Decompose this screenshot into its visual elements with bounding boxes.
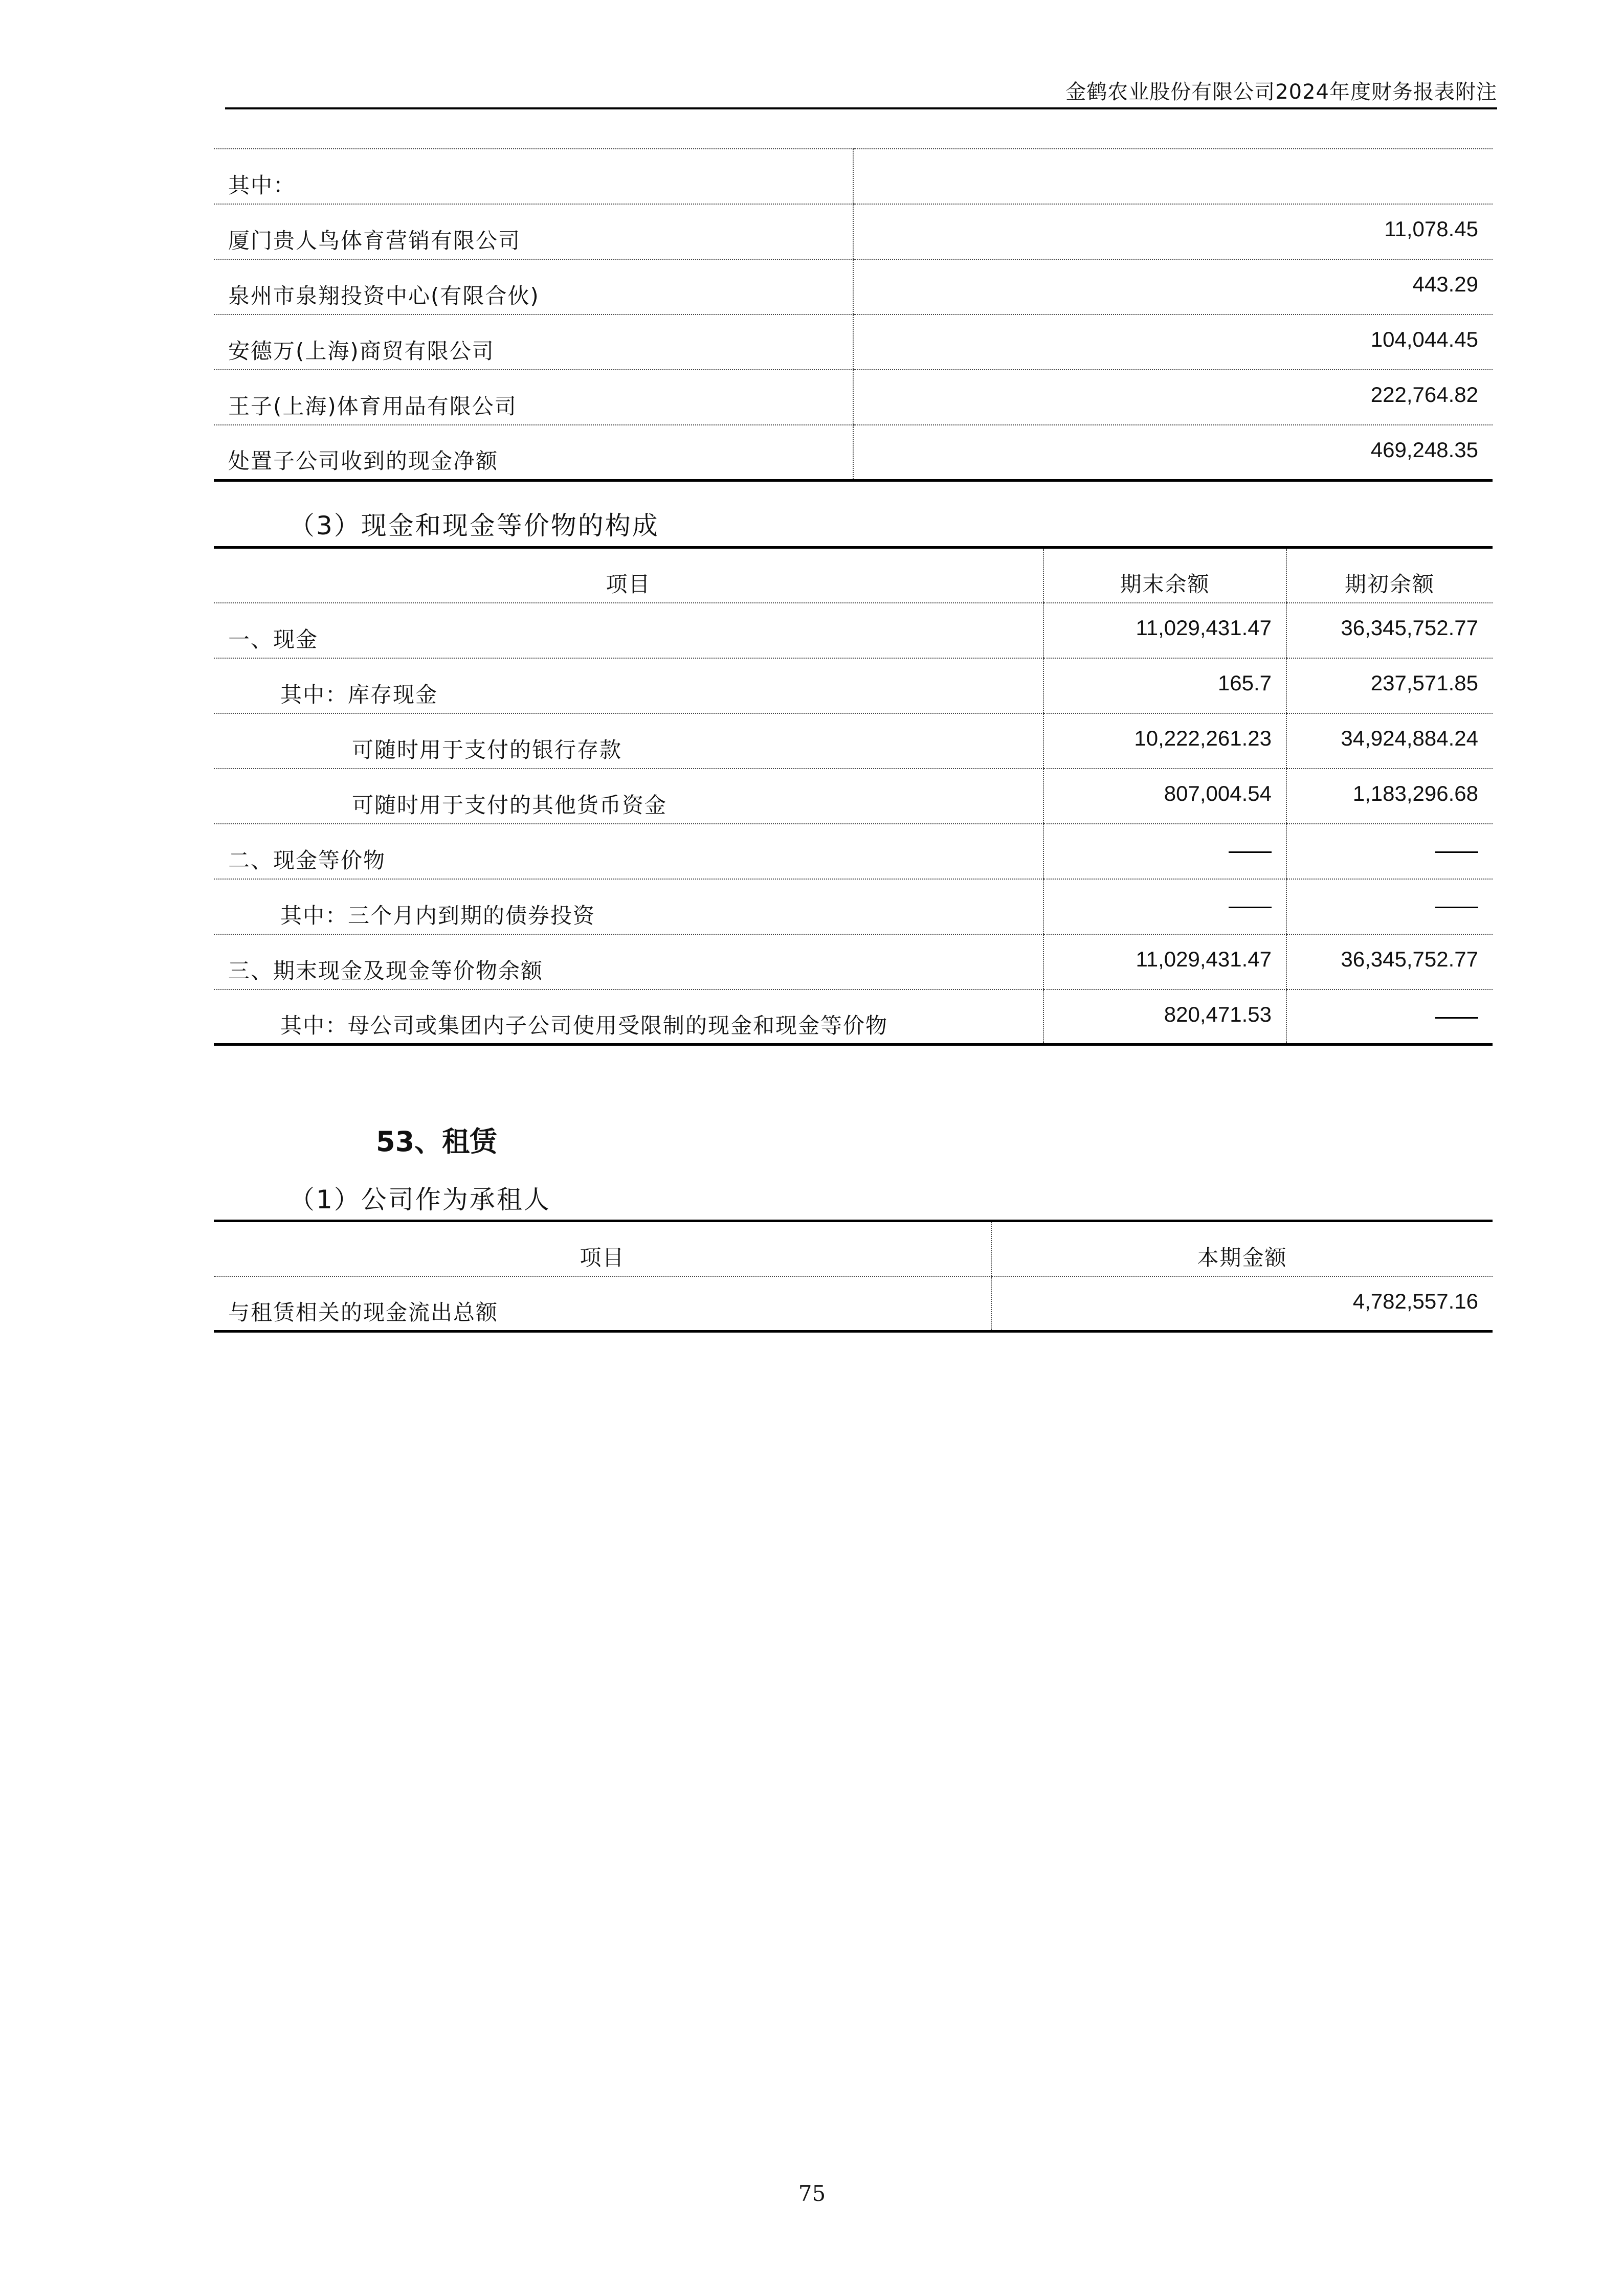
dash-placeholder: [1229, 907, 1272, 908]
row-value: 469,248.35: [853, 425, 1493, 480]
current-amount-cell: 4,782,557.16: [991, 1276, 1493, 1332]
table-row: [214, 713, 1493, 769]
row-label: 二、现金等价物: [214, 824, 1043, 879]
opening-balance-cell: 36,345,752.77: [1286, 603, 1493, 658]
row-label: 三、期末现金及现金等价物余额: [214, 934, 1043, 989]
table-row: [214, 824, 1493, 879]
table-row: [214, 314, 1493, 370]
column-header-current-amount: 本期金额: [991, 1221, 1493, 1276]
cash-equivalents-table: [214, 546, 1493, 1046]
dash-placeholder: [1435, 851, 1478, 853]
row-value: 104,044.45: [853, 314, 1493, 370]
row-label: 厦门贵人鸟体育营销有限公司: [214, 204, 853, 259]
table-row: [214, 879, 1493, 934]
opening-balance-cell: 1,183,296.68: [1286, 769, 1493, 824]
row-label: 与租赁相关的现金流出总额: [214, 1276, 991, 1332]
row-value: 222,764.82: [853, 370, 1493, 425]
ending-balance-cell: 820,471.53: [1043, 989, 1286, 1045]
row-label: 其中：母公司或集团内子公司使用受限制的现金和现金等价物: [214, 989, 1043, 1045]
document-header-title: 金鹤农业股份有限公司2024年度财务报表附注: [1065, 80, 1497, 104]
row-label: 安德万(上海)商贸有限公司: [214, 314, 853, 370]
row-value: [853, 149, 1493, 204]
table-header-row: [214, 1221, 1493, 1276]
table-header-row: [214, 548, 1493, 603]
table-row: [214, 603, 1493, 658]
ending-balance-cell: 165.7: [1043, 658, 1286, 713]
table-row: [214, 425, 1493, 480]
opening-balance-cell: 34,924,884.24: [1286, 713, 1493, 769]
dash-placeholder: [1435, 907, 1478, 908]
row-value: 443.29: [853, 259, 1493, 314]
table-row: [214, 989, 1493, 1045]
column-header-opening-balance: 期初余额: [1286, 548, 1493, 603]
column-header-item: 项目: [214, 548, 1043, 603]
table-row: [214, 259, 1493, 314]
ending-balance-cell: [1043, 824, 1286, 879]
table-row: [214, 934, 1493, 989]
ending-balance-cell: 10,222,261.23: [1043, 713, 1286, 769]
column-header-ending-balance: 期末余额: [1043, 548, 1286, 603]
row-label: 可随时用于支付的银行存款: [214, 713, 1043, 769]
row-label: 泉州市泉翔投资中心(有限合伙): [214, 259, 853, 314]
opening-balance-cell: [1286, 989, 1493, 1045]
ending-balance-cell: 11,029,431.47: [1043, 603, 1286, 658]
disposal-subsidiaries-table: [214, 148, 1493, 482]
section-53-heading: 53、租赁: [376, 1126, 498, 1158]
opening-balance-cell: 36,345,752.77: [1286, 934, 1493, 989]
table-row: [214, 658, 1493, 713]
row-label: 处置子公司收到的现金净额: [214, 425, 853, 480]
table-row: [214, 769, 1493, 824]
table-row: [214, 370, 1493, 425]
row-value: 11,078.45: [853, 204, 1493, 259]
table-row: [214, 204, 1493, 259]
row-label: 其中：三个月内到期的债券投资: [214, 879, 1043, 934]
section-3-heading: （3）现金和现金等价物的构成: [289, 511, 659, 541]
column-header-item: 项目: [214, 1221, 991, 1276]
dash-placeholder: [1229, 851, 1272, 853]
opening-balance-cell: [1286, 879, 1493, 934]
ending-balance-cell: 11,029,431.47: [1043, 934, 1286, 989]
row-label: 其中：库存现金: [214, 658, 1043, 713]
lease-table: [214, 1220, 1493, 1333]
section-53-subheading: （1）公司作为承租人: [289, 1185, 551, 1214]
opening-balance-cell: 237,571.85: [1286, 658, 1493, 713]
row-label: 其中：: [214, 149, 853, 204]
row-label: 可随时用于支付的其他货币资金: [214, 769, 1043, 824]
dash-placeholder: [1435, 1017, 1478, 1019]
page-number: 75: [798, 2181, 826, 2206]
table-row: [214, 149, 1493, 204]
table-row: [214, 1276, 1493, 1332]
ending-balance-cell: [1043, 879, 1286, 934]
opening-balance-cell: [1286, 824, 1493, 879]
ending-balance-cell: 807,004.54: [1043, 769, 1286, 824]
row-label: 王子(上海)体育用品有限公司: [214, 370, 853, 425]
header-rule: [225, 107, 1497, 109]
row-label: 一、现金: [214, 603, 1043, 658]
